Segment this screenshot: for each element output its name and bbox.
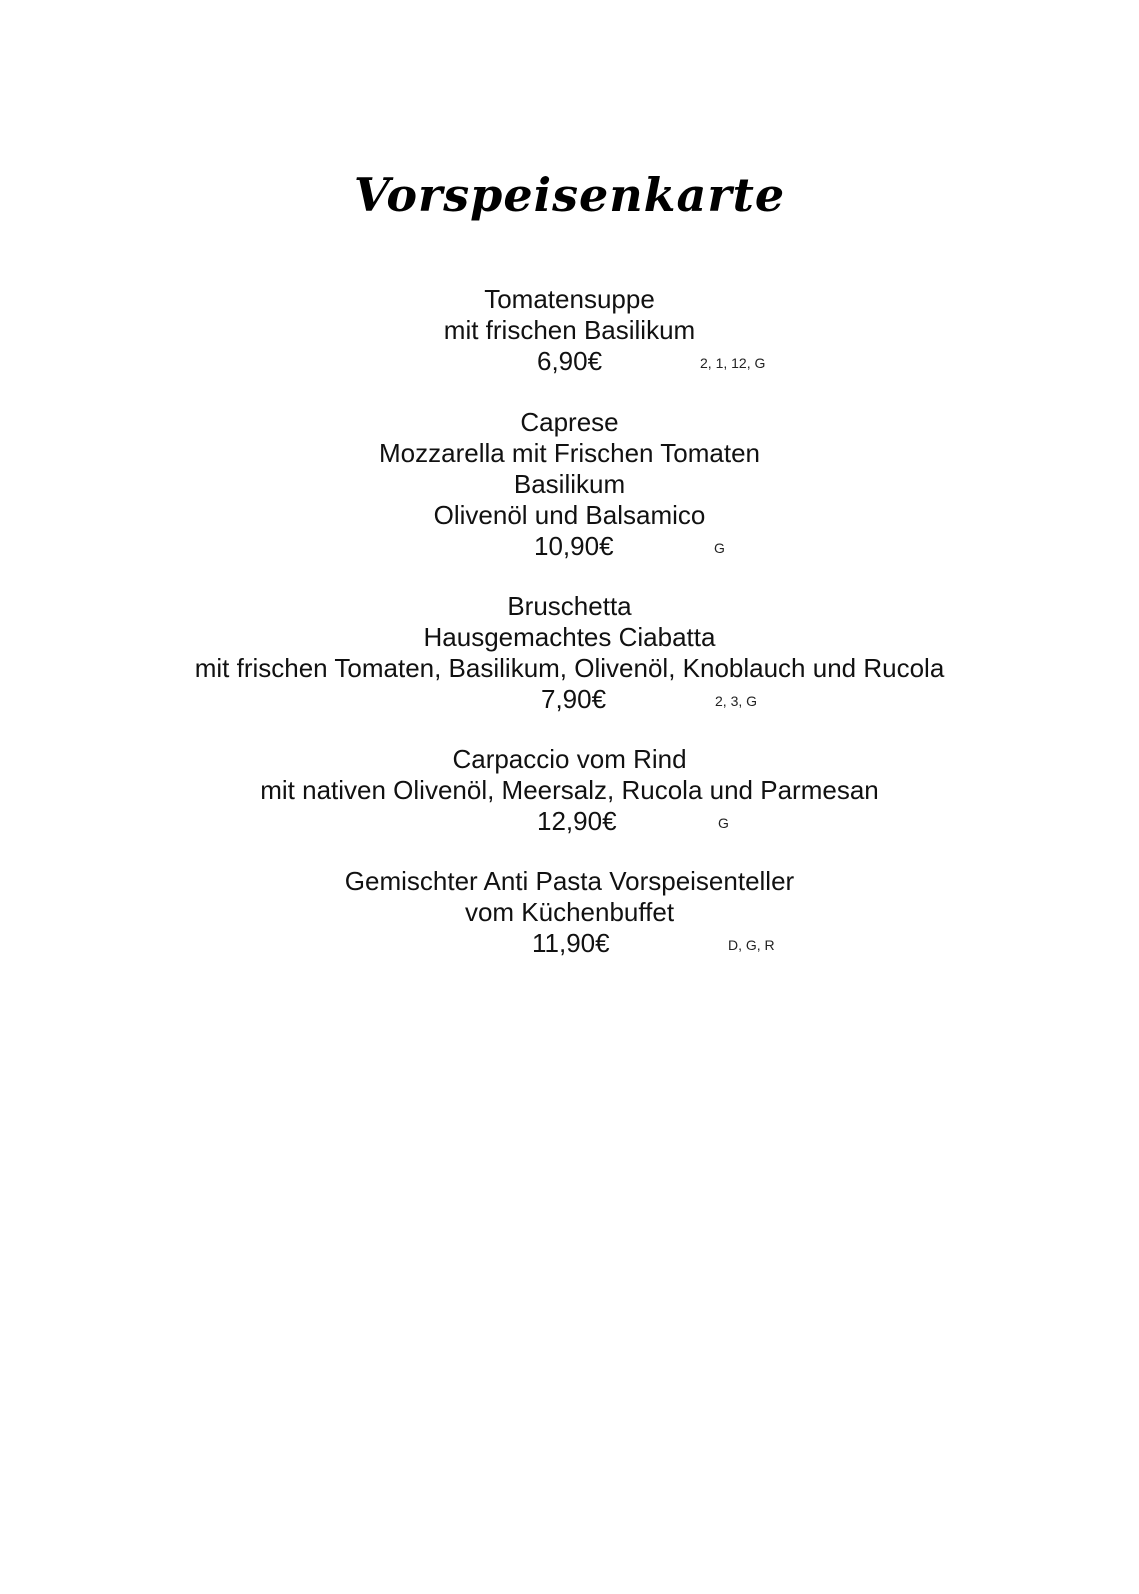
dish-name: Tomatensuppe [484,284,655,314]
dish-description: mit nativen Olivenöl, Meersalz, Rucola und Parmesan [260,775,879,805]
price-row [0,806,1139,837]
dish-description: Mozzarella mit Frischen Tomaten [379,438,760,468]
dish-name: Carpaccio vom Rind [452,744,687,774]
dish-allergens: 2, 3, G [715,693,758,709]
dish-description: Olivenöl und Balsamico [433,500,706,530]
price-row [0,684,1139,715]
dish-description: mit frischen Tomaten, Basilikum, Olivenöl, Knoblauch und Rucola [194,653,945,683]
dish-name: Bruschetta [507,591,632,621]
dish-carpaccio [0,744,1139,837]
dish-anti-pasta [0,866,1139,959]
price-row [0,928,1139,959]
dish-bruschetta [0,591,1139,715]
dish-tomatensuppe [0,284,1139,377]
dish-price: 6,90€ [537,346,603,376]
dish-allergens: G [714,540,725,556]
dish-description: Hausgemachtes Ciabatta [423,622,716,652]
menu-title: Vorspeisenkarte [353,168,786,222]
dish-caprese [0,407,1139,562]
dish-price: 12,90€ [537,806,617,836]
dish-description: mit frischen Basilikum [443,315,696,345]
dish-price: 11,90€ [532,928,610,958]
price-row [0,346,1139,377]
dish-name: Caprese [520,407,619,437]
dish-allergens: G [718,815,729,831]
dish-allergens: D, G, R [728,937,775,953]
dish-name: Gemischter Anti Pasta Vorspeisenteller [344,866,795,896]
dish-price: 7,90€ [541,684,607,714]
dish-description: Basilikum [513,469,626,499]
dish-allergens: 2, 1, 12, G [700,355,766,371]
price-row [0,531,1139,562]
dish-price: 10,90€ [534,531,614,561]
dish-description: vom Küchenbuffet [464,897,675,927]
